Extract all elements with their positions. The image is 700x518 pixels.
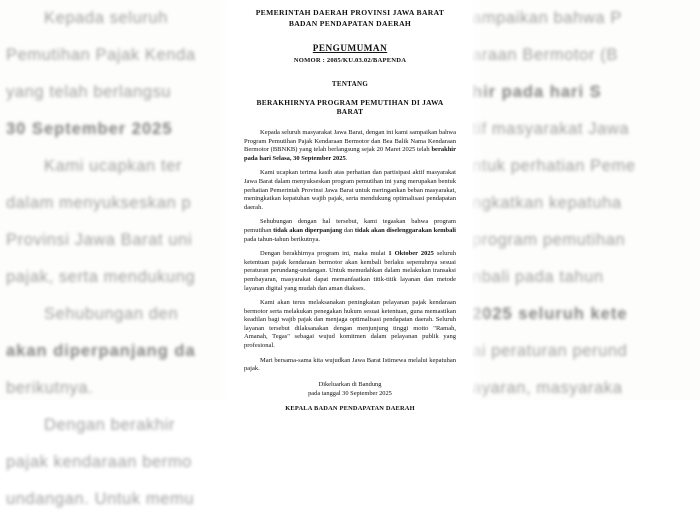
signatory-title: KEPALA BADAN PENDAPATAN DAERAH [285,404,415,412]
announcement-document [228,0,472,412]
letterhead-line-2: BADAN PENDAPATAN DAERAH [288,18,412,28]
background-line: Provinsi Jawa Barat uni [6,231,193,249]
body-paragraph: Kami akan terus melaksanakan peningkatan pelayanan pajak kendaraan bermotor serta melakukan penegakan hukum sesuai ketentuan, guna memastikan keadilan bagi wajib pajak dan menjaga optimalisasi pendapatan daerah. Seluruh layanan tersebut dilaksanakan dengan menjunjung tinggi motto "Ramah, Amanah, Tegas" sebagai wujud komitmen dalam pelayanan publik yang profesional. [244,299,456,350]
background-line: 30 September 2025 [6,120,173,138]
body-paragraph: Dengan berakhirnya program ini, maka mulai 1 Oktober 2025 seluruh ketentuan pajak kendaraan bermotor akan kembali berlaku sepenuhnya sesuai peraturan perundang-undangan. Untuk memudahkan dalam melakukan transaksi pembayaran, masyarakat dapat memanfaatkan titik-titik layanan dan metode layanan digital yang mudah dan aman diakses. [244,250,457,292]
background-line: yang telah berlangsu [6,83,172,101]
background-line: undangan. Untuk memu [6,490,195,508]
background-line: Dengan berakhir [44,416,175,434]
background-line: hir pada hari S [472,83,602,101]
closing-block [244,380,456,398]
document-subject: BERAKHIRNYA PROGRAM PEMUTIHAN DI JAWA BARAT [256,98,444,116]
background-line: berikutnya. [6,379,94,397]
background-line: tif masyarakat Jawa [472,120,630,138]
closing-date: pada tanggal 30 September 2025 [308,389,392,397]
background-line: araan Bermotor (B [472,46,618,64]
background-line: ayaran, masyaraka [472,379,623,397]
letterhead-line-1: PEMERINTAH DAERAH PROVINSI JAWA BARAT [255,8,445,17]
background-line: program pemutihan [472,231,626,249]
background-line: ampaikan bahwa P [472,9,622,27]
body-paragraph: Sehubungan dengan hal tersebut, kami tegaskan bahwa program pemutihan tidak akan diperpanjang dan tidak akan diselenggarakan kembali pada tahun-tahun berikutnya. [244,218,456,243]
background-line: Pemutihan Pajak Kenda [6,46,196,64]
closing-place: Dikeluarkan di Bandung [318,380,382,388]
body-paragraph: Kami ucapkan terima kasih atas perhatian dan partisipasi aktif masyarakat Jawa Barat dalam menyukseskan program pemutihan ini yang merupakan bentuk perhatian Pemerintah Provinsi Jawa Barat untuk meringankan beban masyarakat, meningkatkan kepatuhan wajib pajak, serta mendukung optimalisasi pendapatan daerah. [244,169,456,211]
background-line: Kami ucapkan ter [44,157,182,175]
background-line: 2025 seluruh kete [472,305,628,323]
background-line: pajak kendaraan bermo [6,453,192,471]
document-number: NOMOR : 2085/KU.03.02/BAPENDA [293,57,407,64]
background-line: nbali pada tahun [472,268,604,286]
about-label: TENTANG [331,80,369,88]
body-paragraph: Kepada seluruh masyarakat Jawa Barat, dengan ini kami sampaikan bahwa Program Pemutihan Pajak Kendaraan Bermotor dan Bea Balik Nama Kendaraan Bermotor (BBNKB) yang telah berlangsung sejak 20 Maret 2025 telah berakhir pada hari Selasa, 30 September 2025. [244,129,456,162]
background-line: akan diperpanjang da [6,342,196,360]
background-line: Sehubungan den [44,305,179,323]
background-line: ai peraturan perund [472,342,628,360]
background-line: dalam menyukseskan p [6,194,192,212]
background-line: ngkatkan kepatuha [472,194,622,212]
document-title: PENGUMUMAN [312,43,388,53]
background-line: Kepada seluruh [44,9,168,27]
background-line: ntuk perhatian Peme [472,157,636,175]
body-paragraph: Mari bersama-sama kita wujudkan Jawa Barat Istimewa melalui kepatuhan pajak. [244,356,456,373]
document-body [244,129,456,374]
background-line: pajak, serta mendukung [6,268,196,286]
background-text-left [0,0,232,508]
background-text-right [468,0,700,400]
